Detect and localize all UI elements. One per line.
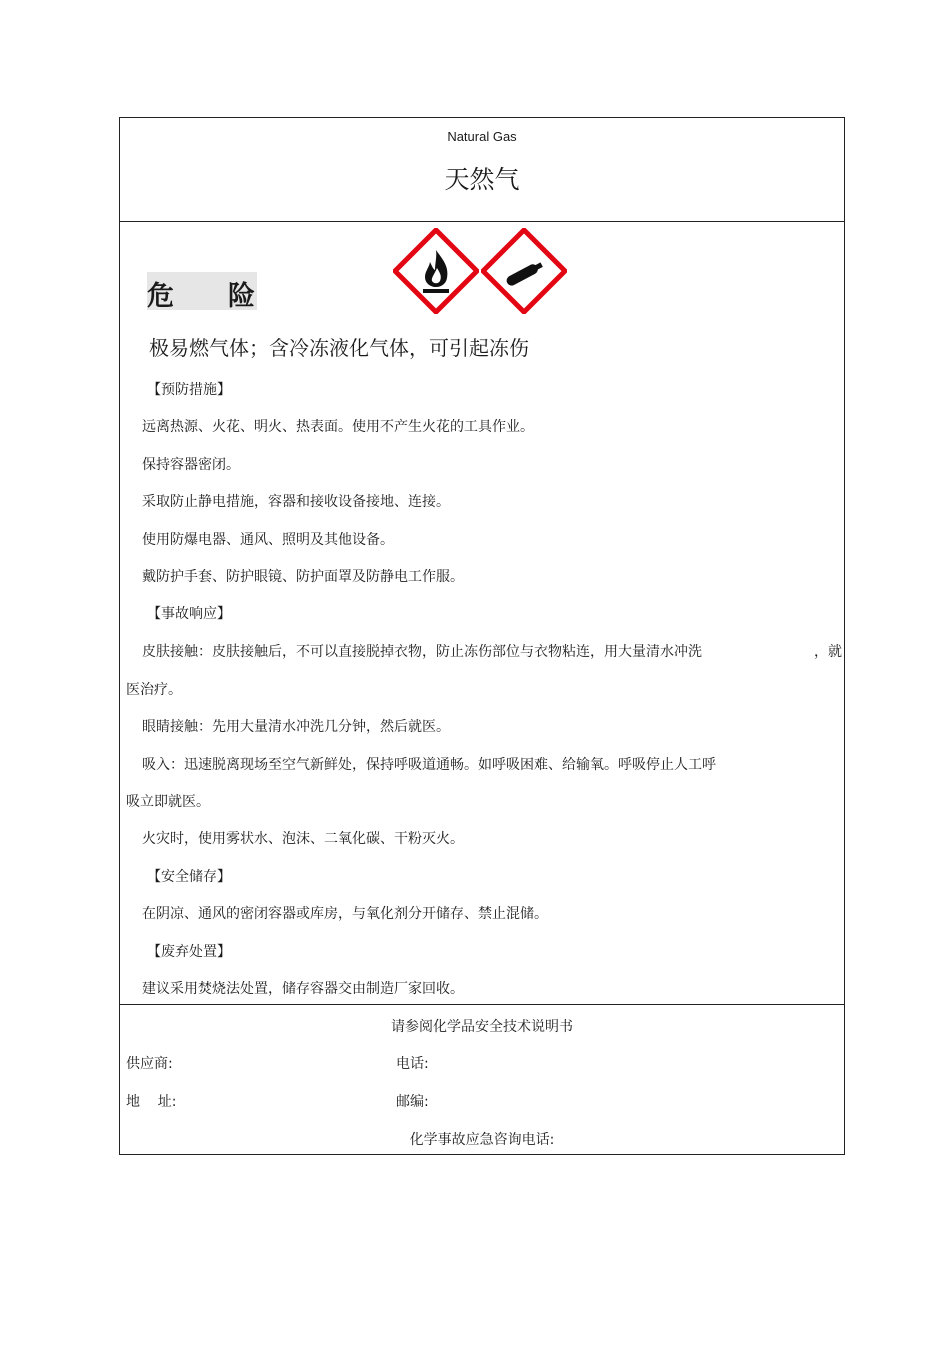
skin-contact-line1: 皮肤接触：皮肤接触后，不可以直接脱掉衣物，防止冻伤部位与衣物粘连，用大量清水冲洗 <box>142 644 702 660</box>
emergency-phone-label: 化学事故应急咨询电话: <box>409 1132 555 1148</box>
skin-contact-line1-end: ，就 <box>814 644 842 660</box>
prevention-item: 远离热源、火花、明火、热表面。使用不产生火花的工具作业。 <box>142 419 534 435</box>
signal-word <box>147 272 257 310</box>
safety-label <box>119 117 845 1155</box>
postcode-label: 邮编: <box>396 1094 429 1110</box>
signal-word-char-1: 危 <box>147 281 174 312</box>
inhalation-line2: 吸立即就医。 <box>126 794 210 810</box>
disposal-text: 建议采用焚烧法处置，储存容器交由制造厂家回收。 <box>142 981 464 997</box>
address-label: 地 址: <box>126 1094 177 1110</box>
prevention-item: 保持容器密闭。 <box>142 457 240 473</box>
refer-sds: 请参阅化学品安全技术说明书 <box>391 1019 573 1035</box>
signal-word-char-2: 险 <box>228 281 255 312</box>
storage-title: 【安全储存】 <box>147 869 231 885</box>
gas-cylinder-icon <box>481 228 567 314</box>
prevention-item: 使用防爆电器、通风、照明及其他设备。 <box>142 532 394 548</box>
storage-text: 在阴凉、通风的密闭容器或库房，与氧化剂分开储存、禁止混储。 <box>142 906 548 922</box>
prevention-item: 采取防止静电措施，容器和接收设备接地、连接。 <box>142 494 450 510</box>
footer-divider <box>120 1004 844 1005</box>
inhalation-line1: 吸入：迅速脱离现场至空气新鲜处，保持呼吸道通畅。如呼吸困难、给输氧。呼吸停止人工呼 <box>142 757 716 773</box>
supplier-label: 供应商: <box>126 1056 173 1072</box>
eye-contact: 眼睛接触：先用大量清水冲洗几分钟，然后就医。 <box>142 719 450 735</box>
fire-response: 火灾时，使用雾状水、泡沫、二氧化碳、干粉灭火。 <box>142 831 464 847</box>
prevention-title: 【预防措施】 <box>147 382 231 398</box>
chinese-product-name: 天然气 <box>444 165 520 194</box>
prevention-item: 戴防护手套、防护眼镜、防护面罩及防静电工作服。 <box>142 569 464 585</box>
disposal-title: 【废弃处置】 <box>147 944 231 960</box>
english-product-name: Natural Gas <box>447 129 517 144</box>
flame-icon <box>393 228 479 314</box>
header-divider <box>120 221 844 222</box>
hazard-statement: 极易燃气体；含冷冻液化气体，可引起冻伤 <box>149 336 529 360</box>
phone-label: 电话: <box>396 1056 429 1072</box>
skin-contact-line2: 医治疗。 <box>126 682 182 698</box>
response-title: 【事故响应】 <box>147 606 231 622</box>
